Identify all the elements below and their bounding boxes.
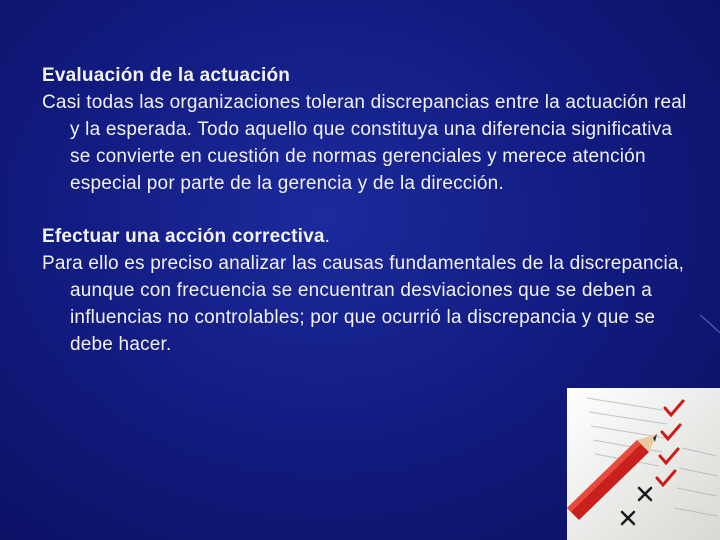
section-heading-evaluacion: Evaluación de la actuación bbox=[42, 65, 291, 86]
heading-text: Efectuar una acción correctiva bbox=[42, 226, 325, 247]
section-body-evaluacion: Casi todas las organizaciones toleran discrepancias entre la actuación real y la esperada. Todo aquello que constituya una diferencia significativa se convierte en cuestión de normas gerenciales y merece atención especial por parte de la gerencia y de la dirección. bbox=[42, 92, 687, 194]
checklist-pencil-photo bbox=[567, 388, 720, 540]
heading-period: . bbox=[324, 226, 331, 247]
section-heading-accion-correctiva bbox=[42, 223, 692, 250]
checklist-illustration bbox=[567, 388, 720, 540]
slide-content bbox=[42, 62, 692, 358]
section-body-accion-correctiva: Para ello es preciso analizar las causas fundamentales de la discrepancia, aunque con frecuencia se encuentran desviaciones que se deben a influencias no controlables; por que ocurrió la discrepancia y que se debe hacer. bbox=[42, 253, 685, 355]
